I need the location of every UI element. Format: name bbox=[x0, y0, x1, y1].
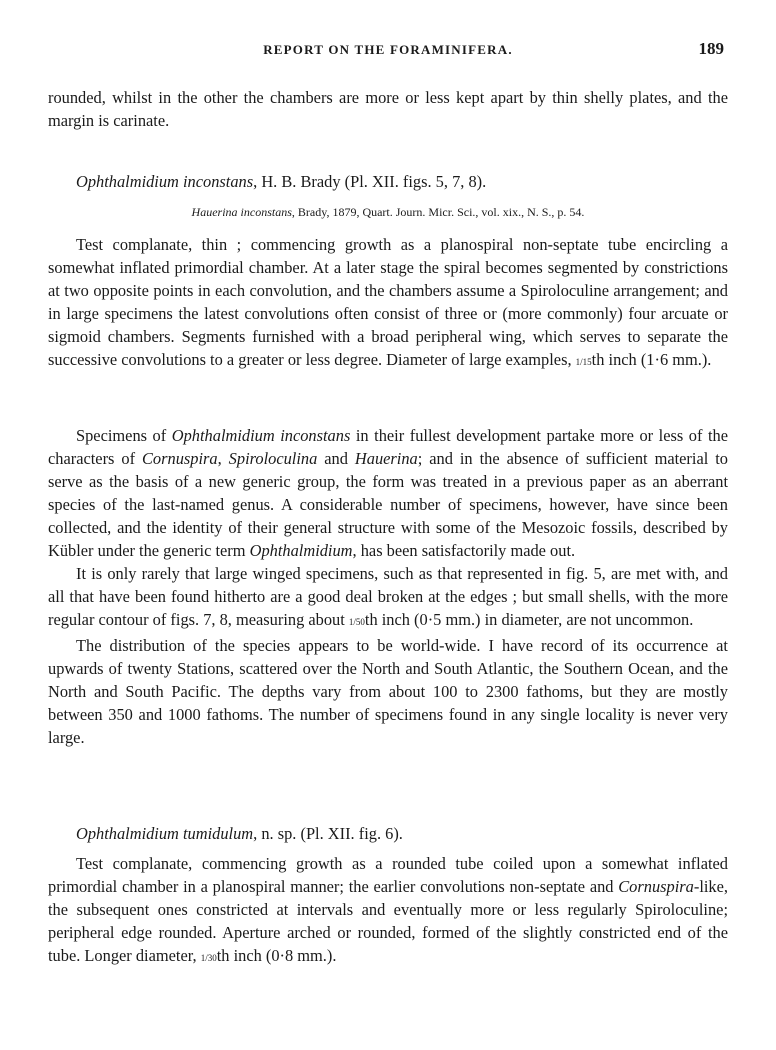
species1-synonym bbox=[48, 204, 728, 220]
species1-heading bbox=[48, 170, 728, 193]
species1-name: Ophthalmidium inconstans bbox=[76, 172, 254, 191]
species2-authority: , n. sp. (Pl. XII. fig. 6). bbox=[253, 824, 403, 843]
fraction: 1/50 bbox=[348, 617, 365, 627]
fraction: 1/30 bbox=[200, 953, 217, 963]
species1-remarks bbox=[48, 424, 728, 749]
species2-heading bbox=[48, 822, 728, 845]
intro-paragraph: rounded, whilst in the other the chambers are more or less kept apart by thin shelly plates, and the margin is carinate. bbox=[48, 88, 728, 130]
page-header bbox=[48, 39, 728, 66]
species2-description: Test complanate, commencing growth as a rounded tube coiled upon a somewhat inflated primordial chamber in a planospiral manner; the earlier convolutions non-septate and Cornuspira-like, the subsequent ones constricted at intervals and eventually more or less regularly Spiroloculine; peripheral edge rounded. Aperture arched or rounded, formed of the slightly constricted end of the tube. Longer diameter, 1/30th inch (0·8 mm.). bbox=[48, 854, 728, 965]
fraction: 1/15 bbox=[575, 357, 592, 367]
remarks-paragraph-1: Specimens of Ophthalmidium inconstans in their fullest development partake more or less of the characters of Cornuspira, Spiroloculina and Hauerina; and in the absence of sufficient material to serve as the basis of a new generic group, the form was treated in a previous paper as an aberrant species of the last-named genus. A considerable number of specimens, however, have since been collected, and the identity of their general structure with some of the Mesozoic fossils, described by Kübler under the generic term Ophthalmidium, has been satisfactorily made out. bbox=[48, 426, 728, 560]
species1-authority: , H. B. Brady (Pl. XII. figs. 5, 7, 8). bbox=[253, 172, 487, 191]
synonym-name: Hauerina inconstans bbox=[191, 205, 292, 219]
running-title: REPORT ON THE FORAMINIFERA. bbox=[263, 42, 513, 57]
page-number: 189 bbox=[698, 39, 724, 58]
species1-description: Test complanate, thin ; commencing growth as a planospiral non-septate tube encircling a somewhat inflated primordial chamber. At a later stage the spiral becomes segmented by constrictions at two opposite points in each convolution, and the chambers assume a Spiroloculine arrangement; and in large specimens the latest convolutions often consist of three or (more commonly) four arcuate or sigmoid chambers. Segments furnished with a broad peripheral wing, which serves to separate the successive convolutions to a greater or less degree. Diameter of large examples, 1/15th inch (1·6 mm.). bbox=[48, 235, 728, 369]
remarks-paragraph-3: The distribution of the species appears to be world-wide. I have record of its occurrence at upwards of twenty Stations, scattered over the North and South Atlantic, the Southern Ocean, and the North and South Pacific. The depths vary from about 100 to 2300 fathoms, but they are mostly between 350 and 1000 fathoms. The number of specimens found in any single locality is never very large. bbox=[48, 636, 728, 747]
remarks-paragraph-2: It is only rarely that large winged specimens, such as that represented in fig. 5, are met with, and all that have been found hitherto are a good deal broken at the edges ; but small shells, with the more regular contour of figs. 7, 8, measuring about 1/50th inch (0·5 mm.) in diameter, are not uncommon. bbox=[48, 564, 728, 629]
species2-name: Ophthalmidium tumidulum bbox=[76, 824, 254, 843]
synonym-reference: , Brady, 1879, Quart. Journ. Micr. Sci., vol. xix., N. S., p. 54. bbox=[291, 205, 585, 219]
